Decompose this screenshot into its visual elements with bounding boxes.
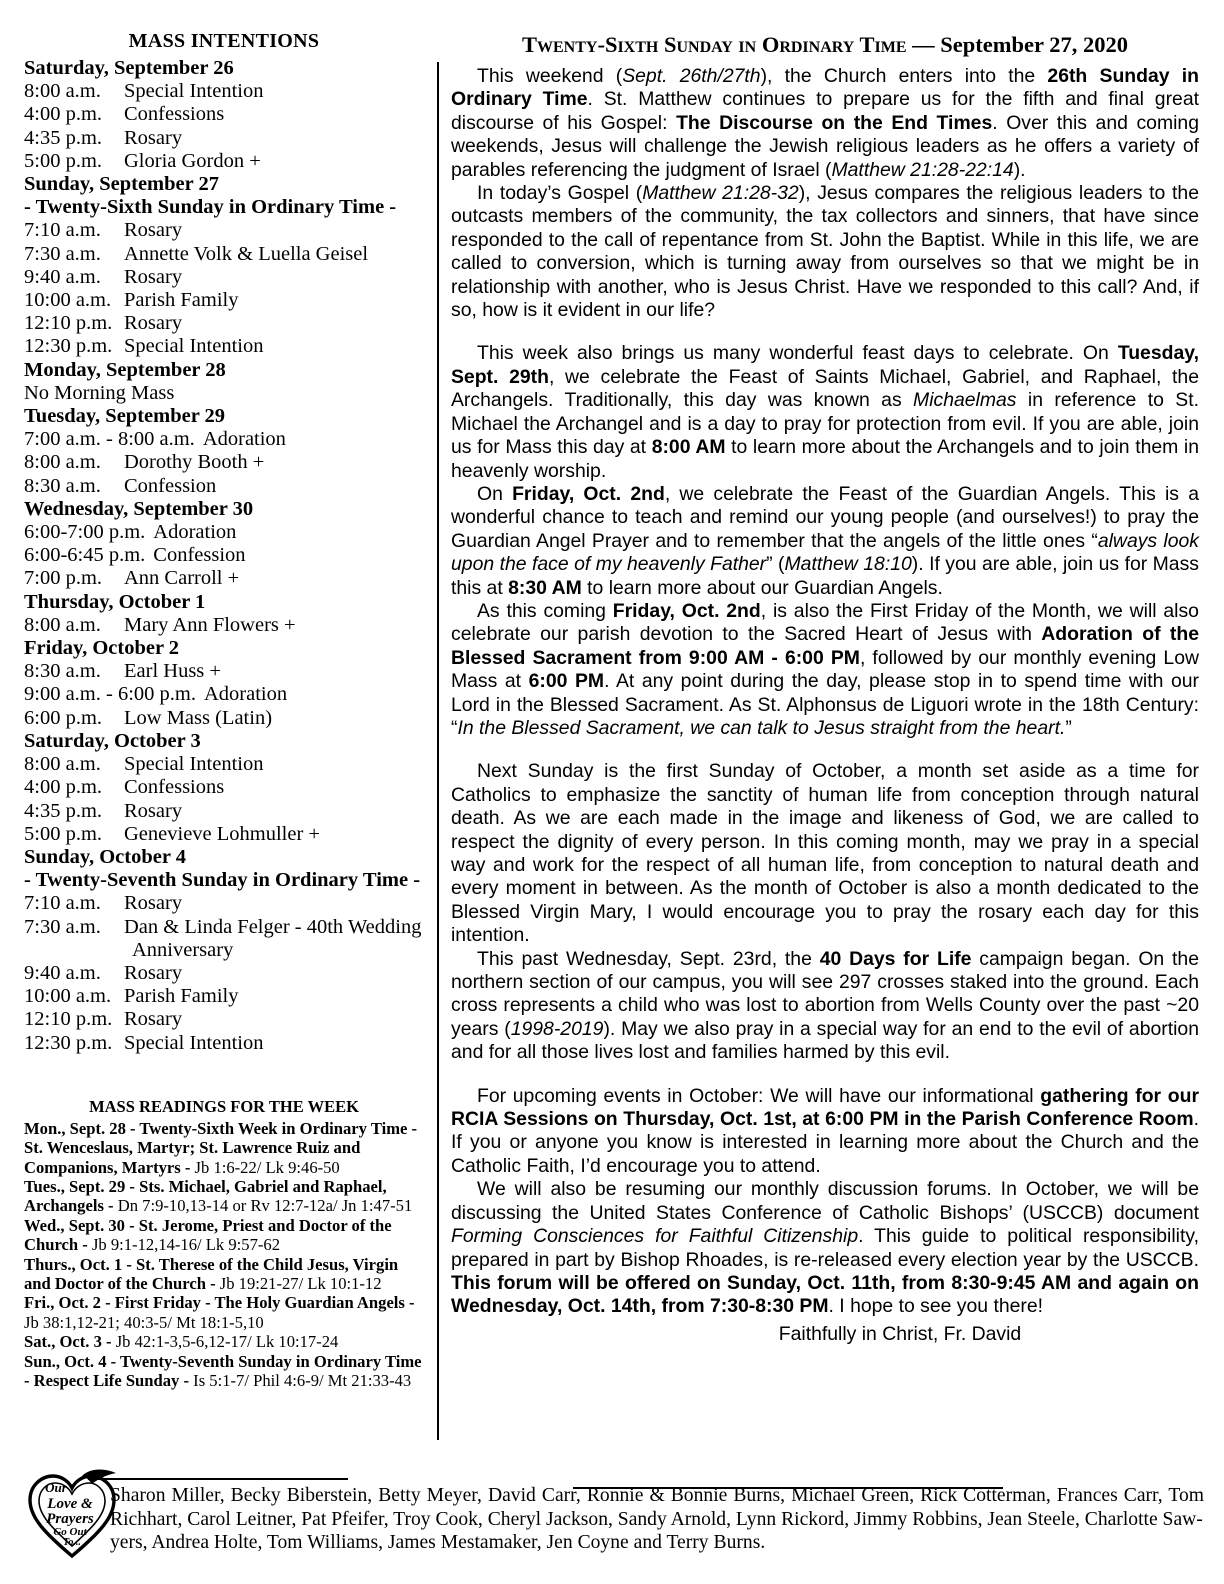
text-run: . If you or anyone you know is interested in learning more about the Church and the Catholic Faith, I’d encourage you to attend. bbox=[451, 1108, 1199, 1177]
mass-reading-item bbox=[24, 1352, 424, 1391]
mass-intention-text: Special Intention bbox=[124, 753, 264, 776]
text-run: to learn more about our Guardian Angels. bbox=[581, 576, 943, 599]
text-run: As this coming bbox=[477, 599, 613, 622]
prayer-names-last-line: yers, Andrea Holte, Tom Williams, James Mestamaker, Jen Coyne and Terry Burns. bbox=[110, 1532, 766, 1554]
text-run: , we celebrate the Feast of the Guardian Angels. This is a wonderful chance to teach and remind our young people (and ourselves!) to pray the Guardian Angel Prayer and to remember that the angels of the little ones “ bbox=[451, 482, 1199, 552]
mass-intention-row bbox=[24, 382, 424, 405]
mass-intention-text: Genevieve Lohmuller + bbox=[124, 822, 320, 845]
mass-reading-citation: Jb 9:1-12,14-16/ Lk 9:57-62 bbox=[91, 1235, 280, 1255]
mass-intention-text: Confession bbox=[124, 474, 217, 497]
mass-time: 7:10 a.m. bbox=[24, 892, 101, 915]
mass-reading-citation: Jb 1:6-22/ Lk 9:46-50 bbox=[194, 1157, 340, 1177]
mass-intention-text: Rosary bbox=[124, 892, 183, 915]
text-run: We will also be resuming our monthly discussion forums. In October, we will be discussing the United States Conference of Catholic Bishops’ (USCCB) document bbox=[451, 1178, 1199, 1224]
emphasis-italic: 1998-2019 bbox=[510, 1017, 604, 1040]
emphasis-italic: Michaelmas bbox=[913, 389, 1017, 412]
mass-reading-feast: Sun., Oct. 4 - Twenty-Seventh Sunday in Ordinary Time - Respect Life Sunday - bbox=[24, 1351, 422, 1391]
column-divider bbox=[437, 62, 439, 1440]
mass-day-header: Sunday, October 4 bbox=[24, 845, 186, 868]
text-run: For upcoming events in October: We will have our informational bbox=[477, 1084, 1041, 1107]
mass-intention-row bbox=[24, 428, 424, 451]
mass-reading-citation: Jb 38:1,12-21; 40:3-5/ Mt 18:1-5,10 bbox=[24, 1312, 264, 1332]
mass-time: 6:00 p.m. bbox=[24, 706, 103, 729]
mass-readings-section bbox=[24, 1097, 424, 1391]
mass-reading-citation: Jb 19:21-27/ Lk 10:1-12 bbox=[219, 1273, 382, 1293]
mass-reading-citation: Jb 42:1-3,5-6,12-17/ Lk 10:17-24 bbox=[115, 1332, 339, 1352]
mass-intention-row bbox=[24, 150, 424, 173]
mass-intention-text: Confessions bbox=[124, 776, 225, 799]
text-run: in reference to St. Michael the Archangel and is a day to pray for protection from evil. If you are able, join us for Mass this day at bbox=[451, 389, 1199, 459]
text-run: . Over this and coming weekends, Jesus will challenge the Jewish religious leaders as he offers a variety of parables referencing the judgment of Israel ( bbox=[451, 111, 1199, 181]
mass-intention-row bbox=[24, 892, 424, 915]
right-column bbox=[451, 32, 1199, 1346]
mass-intention-row bbox=[24, 753, 424, 776]
text-run: to learn more about the Archangels and to join them in heavenly worship. bbox=[451, 436, 1199, 482]
letter-paragraph bbox=[451, 1085, 1199, 1179]
text-run: ), Jesus compares the religious leaders to the outcasts members of the community, the tax collectors and sinners, that have since responded to the call of repentance from St. John the Baptist. While in this life, we are called to conversion, which is turning away from ourselves so that we might be in relationship with another, who is Jesus Christ. Have we responded to this call? And, if so, how is it evident in our life? bbox=[451, 182, 1199, 322]
mass-intention-text: Special Intention bbox=[124, 335, 264, 358]
text-run: ). May we also pray in a special way for an end to the evil of abortion and for all those lives lost and families harmed by this evil. bbox=[451, 1017, 1199, 1064]
letter-paragraph bbox=[451, 65, 1199, 182]
text-run: This weekend ( bbox=[477, 65, 623, 87]
mass-intention-text: Adoration bbox=[203, 683, 288, 706]
mass-time: 7:00 p.m. bbox=[24, 567, 103, 590]
mass-intention-text: Rosary bbox=[124, 219, 183, 242]
signature-line: Faithfully in Christ, Fr. David bbox=[778, 1322, 1022, 1345]
mass-intention-text: Annette Volk & Luella Geisel bbox=[124, 242, 369, 265]
mass-reading-citation: Is 5:1-7/ Phil 4:6-9/ Mt 21:33-43 bbox=[193, 1371, 412, 1391]
mass-reading-item bbox=[24, 1255, 424, 1294]
letter-paragraph bbox=[451, 483, 1199, 600]
mass-intention-text: No Morning Mass bbox=[24, 381, 175, 404]
mass-reading-feast: Mon., Sept. 28 - Twenty-Sixth Week in Ordinary Time - St. Wenceslaus, Martyr; St. Lawrence Ruiz and Companions, Martyrs - bbox=[24, 1118, 418, 1177]
left-column bbox=[24, 30, 424, 1390]
mass-time: 7:30 a.m. bbox=[24, 915, 101, 938]
text-run: . St. Matthew continues to prepare us for the fifth and final great discourse of his Gospel: bbox=[451, 88, 1199, 134]
mass-day-header: Monday, September 28 bbox=[24, 358, 226, 381]
mass-day-header: Friday, October 2 bbox=[24, 637, 180, 660]
emphasis-italic: always look upon the face of my heavenly Father bbox=[451, 529, 1199, 576]
text-run: ), the Church enters into the bbox=[760, 65, 1048, 87]
svg-text:Our: Our bbox=[45, 1480, 67, 1495]
mass-time: 7:00 a.m. - 8:00 a.m. bbox=[24, 428, 195, 451]
mass-intention-row bbox=[24, 962, 424, 985]
mass-time: 10:00 a.m. bbox=[24, 985, 112, 1008]
letter-paragraph bbox=[451, 760, 1199, 947]
emphasis-bold: The Discourse on the End Times bbox=[676, 111, 993, 134]
emphasis-bold: Friday, Oct. 2nd bbox=[512, 482, 665, 505]
emphasis-bold: 8:30 AM bbox=[508, 576, 582, 599]
letter-paragraph bbox=[451, 182, 1199, 322]
mass-reading-item bbox=[24, 1332, 424, 1351]
mass-time: 4:00 p.m. bbox=[24, 103, 103, 126]
mass-time: 5:00 p.m. bbox=[24, 149, 103, 172]
text-run: , we celebrate the Feast of Saints Michael, Gabriel, and Raphael, the Archangels. Traditionally, this day was known as bbox=[451, 365, 1199, 412]
mass-intention-text: Low Mass (Latin) bbox=[124, 706, 273, 729]
mass-intention-text: Rosary bbox=[124, 312, 183, 335]
emphasis-bold: This forum will be offered on Sunday, Oct. 11th, from 8:30-9:45 AM and again on Wednesday, Oct. 14th, from 7:30-8:30 PM bbox=[451, 1271, 1199, 1318]
text-run: ” ( bbox=[766, 553, 785, 576]
mass-intention-text: Parish Family bbox=[124, 289, 239, 312]
emphasis-italic: Matthew 18:10 bbox=[784, 553, 912, 576]
text-run: This past Wednesday, Sept. 23rd, the bbox=[477, 947, 820, 970]
mass-day-subtitle: - Twenty-Sixth Sunday in Ordinary Time - bbox=[24, 196, 397, 219]
mass-intention-row bbox=[24, 127, 424, 150]
text-run: ). If you are able, join us for Mass this at bbox=[451, 553, 1199, 599]
mass-time: 6:00-7:00 p.m. bbox=[24, 521, 146, 544]
mass-time: 6:00-6:45 p.m. bbox=[24, 544, 146, 567]
mass-time: 9:40 a.m. bbox=[24, 265, 101, 288]
mass-intention-row bbox=[24, 451, 424, 474]
mass-reading-item bbox=[24, 1119, 424, 1177]
mass-intention-text: Earl Huss + bbox=[124, 660, 221, 683]
emphasis-bold: 40 Days for Life bbox=[819, 947, 972, 970]
emphasis-bold: Adoration of the Blessed Sacrament from 9:00 AM - 6:00 PM bbox=[451, 623, 1199, 669]
mass-intention-row bbox=[24, 1032, 424, 1055]
text-run: Next Sunday is the first Sunday of October, a month set aside as a time for Catholics to emphasize the sanctity of human life from conception through natural death. As we are each made in the image and likeness of God, we are called to respect the dignity of every person. In this coming month, may we pray in a special way and work for the respect of all human life, from conception to natural death and every moment in between. As the month of October is also a month dedicated to the Blessed Virgin Mary, I would encourage you to pray the rosary each day for this intention. bbox=[451, 760, 1199, 947]
mass-intention-text: Adoration bbox=[153, 521, 237, 544]
mass-intention-row bbox=[24, 916, 424, 939]
letter-paragraph bbox=[451, 600, 1199, 740]
mass-reading-citation: Dn 7:9-10,13-14 or Rv 12:7-12a/ Jn 1:47-51 bbox=[117, 1196, 413, 1216]
mass-intention-row bbox=[24, 800, 424, 823]
emphasis-bold: 26th Sunday in Ordinary Time bbox=[451, 65, 1200, 111]
page-title bbox=[451, 32, 1199, 58]
mass-intentions-list bbox=[24, 57, 424, 1055]
mass-time: 8:30 a.m. bbox=[24, 474, 101, 497]
mass-intention-row bbox=[24, 266, 424, 289]
emphasis-italic: Forming Consciences for Faithful Citizenship bbox=[451, 1225, 859, 1248]
mass-intention-row bbox=[24, 683, 424, 706]
mass-intention-row bbox=[24, 823, 424, 846]
svg-text:Love &: Love & bbox=[47, 1496, 93, 1512]
mass-intention-row bbox=[24, 776, 424, 799]
mass-reading-feast: Wed., Sept. 30 - St. Jerome, Priest and Doctor of the Church - bbox=[24, 1215, 392, 1255]
mass-intention-text: Special Intention bbox=[124, 1031, 264, 1054]
prayer-names-text: Sharon Miller, Becky Biberstein, Betty Meyer, David Carr, Ronnie & Bonnie Burns, Michael Green, Rick Cotterman, Frances Carr, Tom Richhart, Carol Leitner, Pat Pfeifer, Troy Cook, Cheryl Jackson, Sandy Arnold, Lynn Rickord, Jimmy Robbins, Jean Steele, Charlotte Saw- bbox=[110, 1485, 1204, 1530]
mass-intention-text: Confession bbox=[153, 544, 246, 567]
mass-day-header: Tuesday, September 29 bbox=[24, 405, 226, 428]
mass-intention-text: Gloria Gordon + bbox=[124, 149, 261, 172]
emphasis-bold: Friday, Oct. 2nd bbox=[612, 599, 761, 622]
mass-intentions-title: MASS INTENTIONS bbox=[128, 30, 320, 52]
emphasis-bold: gathering for our RCIA Sessions on Thursday, Oct. 1st, at 6:00 PM in the Parish Conference Room bbox=[451, 1084, 1199, 1131]
mass-intention-row bbox=[24, 521, 424, 544]
mass-intention-text: Rosary bbox=[124, 126, 183, 149]
mass-time: 12:10 p.m. bbox=[24, 1008, 113, 1031]
mass-day-header: Saturday, September 26 bbox=[24, 57, 234, 79]
mass-day-subtitle: - Twenty-Seventh Sunday in Ordinary Time - bbox=[24, 869, 421, 892]
mass-intention-text: Special Intention bbox=[124, 80, 264, 103]
text-run: On bbox=[477, 482, 513, 505]
svg-text:To...: To... bbox=[63, 1537, 81, 1548]
emphasis-italic: Sept. 26th/27th bbox=[622, 65, 761, 87]
page-title-main: Twenty-Sixth Sunday in Ordinary Time bbox=[521, 32, 913, 57]
mass-time: 4:00 p.m. bbox=[24, 776, 103, 799]
mass-time: 4:35 p.m. bbox=[24, 126, 103, 149]
mass-intention-row bbox=[24, 707, 424, 730]
text-run: , followed by our monthly evening Low Mass at bbox=[451, 646, 1199, 693]
mass-intention-row bbox=[24, 312, 424, 335]
prayer-names-list bbox=[110, 1484, 1204, 1555]
mass-time: 10:00 a.m. bbox=[24, 289, 112, 312]
mass-reading-item bbox=[24, 1177, 424, 1216]
footer-rule-left bbox=[88, 1478, 348, 1480]
mass-intention-row bbox=[24, 544, 424, 567]
mass-time: 7:30 a.m. bbox=[24, 242, 101, 265]
mass-intention-row bbox=[24, 1008, 424, 1031]
mass-intention-row bbox=[24, 289, 424, 312]
mass-intention-continuation: Anniversary bbox=[132, 938, 234, 961]
mass-time: 12:30 p.m. bbox=[24, 335, 113, 358]
mass-time: 8:00 a.m. bbox=[24, 753, 101, 776]
text-run: . I hope to see you there! bbox=[828, 1295, 1044, 1318]
mass-time: 8:00 a.m. bbox=[24, 451, 101, 474]
mass-intention-text: Dorothy Booth + bbox=[124, 451, 265, 474]
text-run: This week also brings us many wonderful feast days to celebrate. On bbox=[477, 342, 1118, 365]
mass-intention-row bbox=[24, 80, 424, 103]
mass-readings-title: MASS READINGS FOR THE WEEK bbox=[89, 1096, 359, 1116]
love-and-prayers-logo bbox=[26, 1466, 118, 1562]
emphasis-italic: Matthew 21:28-22:14 bbox=[831, 158, 1014, 181]
svg-text:Prayers: Prayers bbox=[46, 1511, 94, 1527]
mass-intention-row bbox=[24, 660, 424, 683]
mass-time: 12:30 p.m. bbox=[24, 1031, 113, 1054]
text-run: In today’s Gospel ( bbox=[477, 182, 643, 205]
page-title-date: — September 27, 2020 bbox=[912, 32, 1128, 57]
text-run: ” bbox=[1065, 716, 1072, 739]
mass-day-header: Wednesday, September 30 bbox=[24, 497, 254, 520]
mass-intention-row bbox=[24, 103, 424, 126]
mass-time: 8:00 a.m. bbox=[24, 613, 101, 636]
letter-paragraph bbox=[451, 1178, 1199, 1318]
mass-intention-text: Mary Ann Flowers + bbox=[124, 613, 296, 636]
mass-intention-row bbox=[24, 985, 424, 1008]
mass-reading-item bbox=[24, 1216, 424, 1255]
text-run: . This guide to political responsibility, prepared in part by Bishop Rhoades, is re-released every election year by the USCCB. bbox=[451, 1225, 1199, 1271]
emphasis-italic: Matthew 21:28-32 bbox=[642, 182, 799, 205]
mass-intention-row bbox=[24, 335, 424, 358]
mass-reading-item bbox=[24, 1293, 424, 1332]
mass-intention-text: Confessions bbox=[124, 103, 225, 126]
mass-reading-feast: Sat., Oct. 3 - bbox=[24, 1332, 116, 1352]
text-run: , is also the First Friday of the Month, we will also celebrate our parish devotion to the Sacred Heart of Jesus with bbox=[451, 599, 1199, 646]
emphasis-bold: 8:00 AM bbox=[651, 436, 726, 459]
text-run: ). bbox=[1013, 158, 1026, 181]
mass-intention-text: Rosary bbox=[124, 961, 183, 984]
mass-day-header: Saturday, October 3 bbox=[24, 729, 201, 752]
mass-time: 5:00 p.m. bbox=[24, 822, 103, 845]
mass-day-header: Sunday, September 27 bbox=[24, 173, 219, 196]
mass-time: 8:00 a.m. bbox=[24, 80, 101, 103]
mass-time: 4:35 p.m. bbox=[24, 799, 103, 822]
letter-paragraph bbox=[451, 342, 1199, 482]
mass-time: 9:00 a.m. - 6:00 p.m. bbox=[24, 683, 196, 706]
text-run: campaign began. On the northern section of our campus, you will see 297 crosses staked into the ground. Each cross represents a child who was lost to abortion from Wells County over the past ~20 years ( bbox=[451, 947, 1199, 1040]
mass-intention-row bbox=[24, 243, 424, 266]
mass-intention-row bbox=[24, 219, 424, 242]
mass-time: 8:30 a.m. bbox=[24, 660, 101, 683]
mass-reading-feast: Thurs., Oct. 1 - St. Therese of the Child Jesus, Virgin and Doctor of the Church - bbox=[24, 1254, 399, 1293]
mass-time: 9:40 a.m. bbox=[24, 961, 101, 984]
mass-readings-list bbox=[24, 1119, 424, 1391]
mass-intention-text: Rosary bbox=[124, 1008, 183, 1031]
mass-intention-text: Adoration bbox=[202, 428, 286, 451]
emphasis-bold: Tuesday, Sept. 29th bbox=[451, 342, 1199, 388]
emphasis-bold: 6:00 PM bbox=[528, 670, 605, 693]
mass-intention-text: Rosary bbox=[124, 265, 183, 288]
pastor-letter-body bbox=[451, 65, 1199, 1319]
text-run: . At any point during the day, please stop in to spend time with our Lord in the Blessed Sacrament. As St. Alphonsus de Liguori wrote in the 18th Century: “ bbox=[451, 670, 1199, 739]
mass-intention-row bbox=[24, 475, 424, 498]
mass-intention-row bbox=[24, 614, 424, 637]
mass-reading-feast: Fri., Oct. 2 - First Friday - The Holy Guardian Angels - bbox=[24, 1293, 415, 1313]
mass-reading-feast: Tues., Sept. 29 - Sts. Michael, Gabriel and Raphael, Archangels - bbox=[24, 1176, 387, 1216]
mass-intention-text: Rosary bbox=[124, 799, 183, 822]
mass-time: 7:10 a.m. bbox=[24, 219, 101, 242]
mass-intention-text: Ann Carroll + bbox=[124, 567, 240, 590]
mass-time: 12:10 p.m. bbox=[24, 312, 113, 335]
svg-text:Go Out: Go Out bbox=[53, 1526, 87, 1538]
mass-intention-text: Parish Family bbox=[124, 985, 239, 1008]
mass-day-header: Thursday, October 1 bbox=[24, 590, 206, 613]
letter-paragraph bbox=[451, 948, 1199, 1065]
emphasis-italic: In the Blessed Sacrament, we can talk to Jesus straight from the heart. bbox=[457, 716, 1066, 739]
mass-intention-text: Dan & Linda Felger - 40th Wedding bbox=[124, 915, 422, 938]
mass-intention-row bbox=[24, 567, 424, 590]
